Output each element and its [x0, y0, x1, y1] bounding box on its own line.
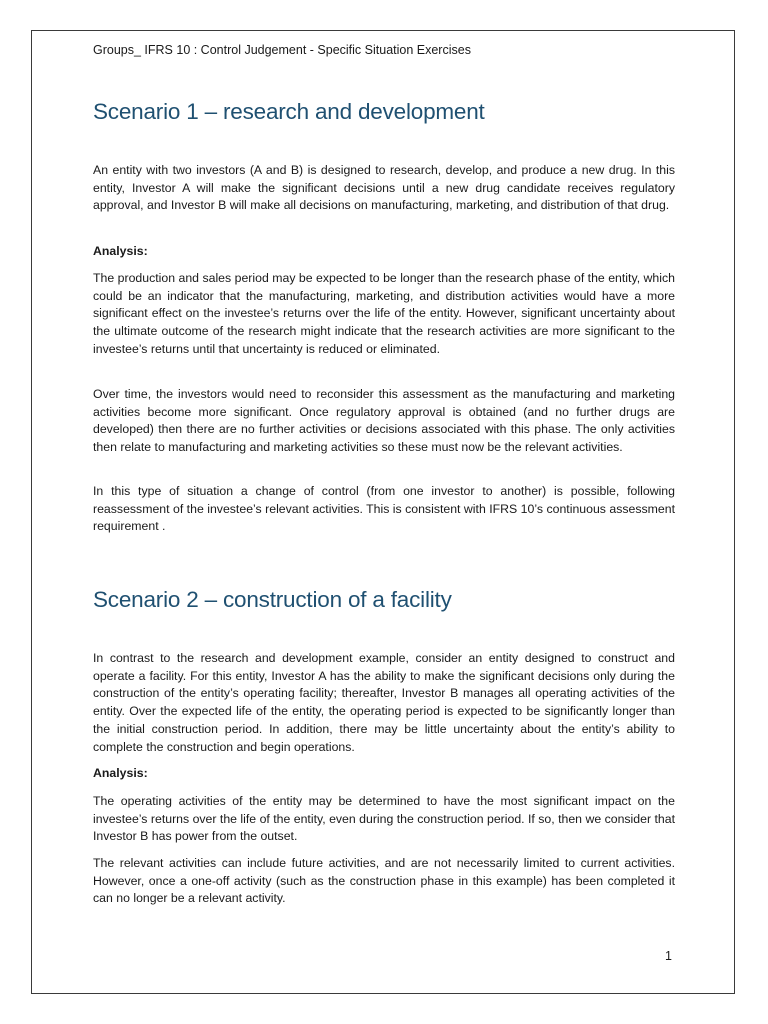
page-number: 1 [665, 949, 672, 963]
scenario-1-analysis-paragraph-3: In this type of situation a change of control (from one investor to another) is possible, following reassessment of the investee’s relevant activities. This is consistent with IFRS 10’s continuous assessment requirement . [93, 484, 675, 534]
scenario-2-intro: In contrast to the research and development example, consider an entity designed to construct and operate a facility. For this entity, Investor A has the ability to make the significant decisions only during the construction of the entity’s operating facility; thereafter, Investor B manages all operating activities of the entity. Over the expected life of the entity, the operating period is expected to be significantly longer than the initial construction period. In addition, there may be little uncertainty about the entity’s ability to complete the construction and begin operations. [93, 651, 675, 754]
scenario-2-analysis-paragraph-2: The relevant activities can include future activities, and are not necessarily limited to current activities. However, once a one-off activity (such as the construction phase in this example) has been completed it can no longer be a relevant activity. [93, 856, 675, 906]
running-header: Groups_ IFRS 10 : Control Judgement - Specific Situation Exercises [93, 43, 471, 57]
scenario-1-analysis-label: Analysis: [93, 244, 148, 258]
scenario-2-heading: Scenario 2 – construction of a facility [93, 587, 452, 612]
scenario-2-analysis-paragraph-1: The operating activities of the entity may be determined to have the most significant impact on the investee’s returns over the life of the entity, even during the construction period. If so, then we consider that Investor B has power from the outset. [93, 794, 675, 844]
scenario-1-intro: An entity with two investors (A and B) is designed to research, develop, and produce a new drug. In this entity, Investor A will make the significant decisions until a new drug candidate receives regulatory approval, and Investor B will make all decisions on manufacturing, marketing, and distribution of that drug. [93, 163, 675, 213]
scenario-2-analysis-label: Analysis: [93, 766, 148, 780]
scenario-1-heading: Scenario 1 – research and development [93, 99, 485, 124]
scenario-1-analysis-paragraph-1: The production and sales period may be expected to be longer than the research phase of the entity, which could be an indicator that the manufacturing, marketing, and distribution activities would have a more significant effect on the investee’s returns over the life of the entity. However, significant uncertainty about the ultimate outcome of the research might indicate that the research activities are more significant to the investee’s returns until that uncertainty is reduced or eliminated. [93, 271, 675, 356]
scenario-1-analysis-paragraph-2: Over time, the investors would need to reconsider this assessment as the manufacturing and marketing activities become more significant. Once regulatory approval is obtained (and no further drugs are developed) then there are no further activities or decisions associated with this phase. The only activities then relate to manufacturing and marketing activities so these must now be the relevant activities. [93, 387, 675, 455]
document-page [31, 30, 735, 994]
